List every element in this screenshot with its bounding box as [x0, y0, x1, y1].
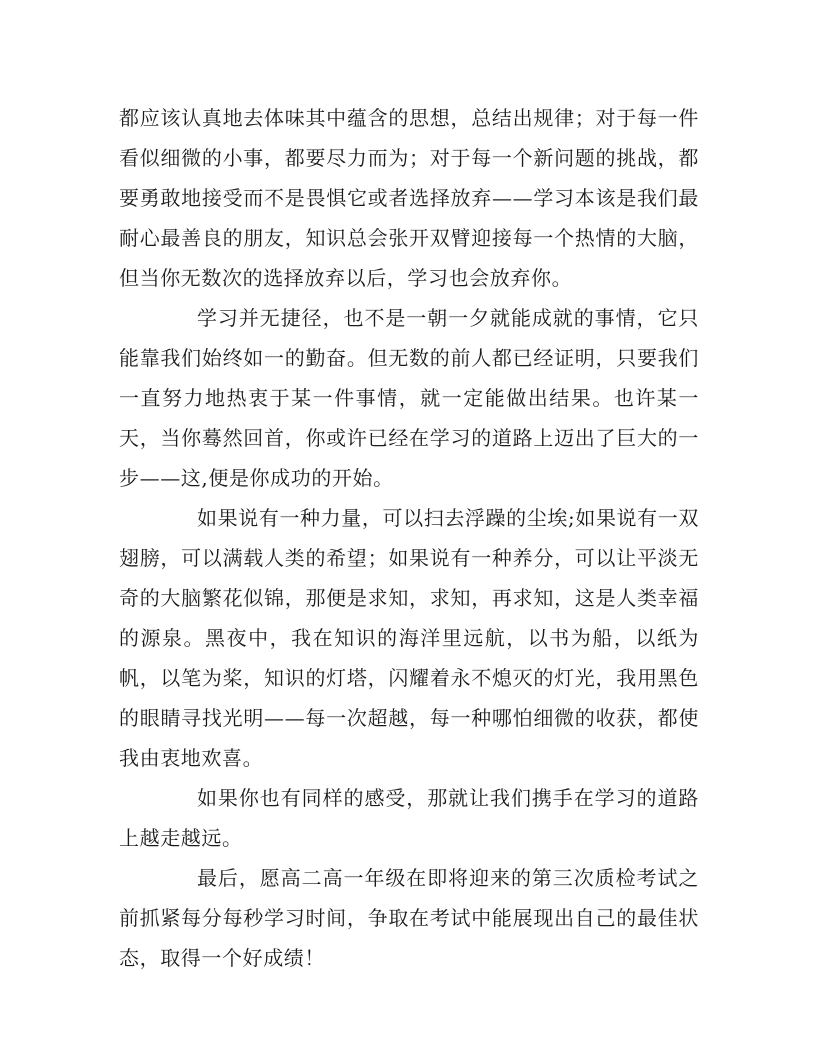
paragraph-closing-wish: 最后，愿高二高一年级在即将迎来的第三次质检考试之前抓紧每分每秒学习时间，争取在考试中能展现出自己的最佳状态，取得一个好成绩！: [119, 866, 699, 970]
paragraph-continuation: 都应该认真地去体味其中蕴含的思想，总结出规律；对于每一件看似细微的小事，都要尽力而为；对于每一个新问题的挑战，都要勇敢地接受而不是畏惧它或者选择放弃——学习本该是我们最耐心最善良的朋友，知识总会张开双臂迎接每一个热情的大脑，但当你无数次的选择放弃以后，学习也会放弃你。: [119, 106, 699, 290]
paragraph-shared-feeling: 如果你也有同样的感受，那就让我们携手在学习的道路上越走越远。: [119, 786, 699, 850]
paragraph-pursuit-of-knowledge: 如果说有一种力量，可以扫去浮躁的尘埃;如果说有一双翅膀，可以满载人类的希望；如果说有一种养分，可以让平淡无奇的大脑繁花似锦，那便是求知，求知，再求知，这是人类幸福的源泉。黑夜中，我在知识的海洋里远航，以书为船，以纸为帆，以笔为桨，知识的灯塔，闪耀着永不熄灭的灯光，我用黑色的眼睛寻找光明——每一次超越，每一种哪怕细微的收获，都使我由衷地欢喜。: [119, 506, 699, 770]
document-body: [119, 98, 699, 978]
paragraph-learning-no-shortcut: 学习并无捷径，也不是一朝一夕就能成就的事情，它只能靠我们始终如一的勤奋。但无数的前人都已经证明，只要我们一直努力地热衷于某一件事情，就一定能做出结果。也许某一天，当你蓦然回首，你或许已经在学习的道路上迈出了巨大的一步——这,便是你成功的开始。: [119, 306, 699, 490]
